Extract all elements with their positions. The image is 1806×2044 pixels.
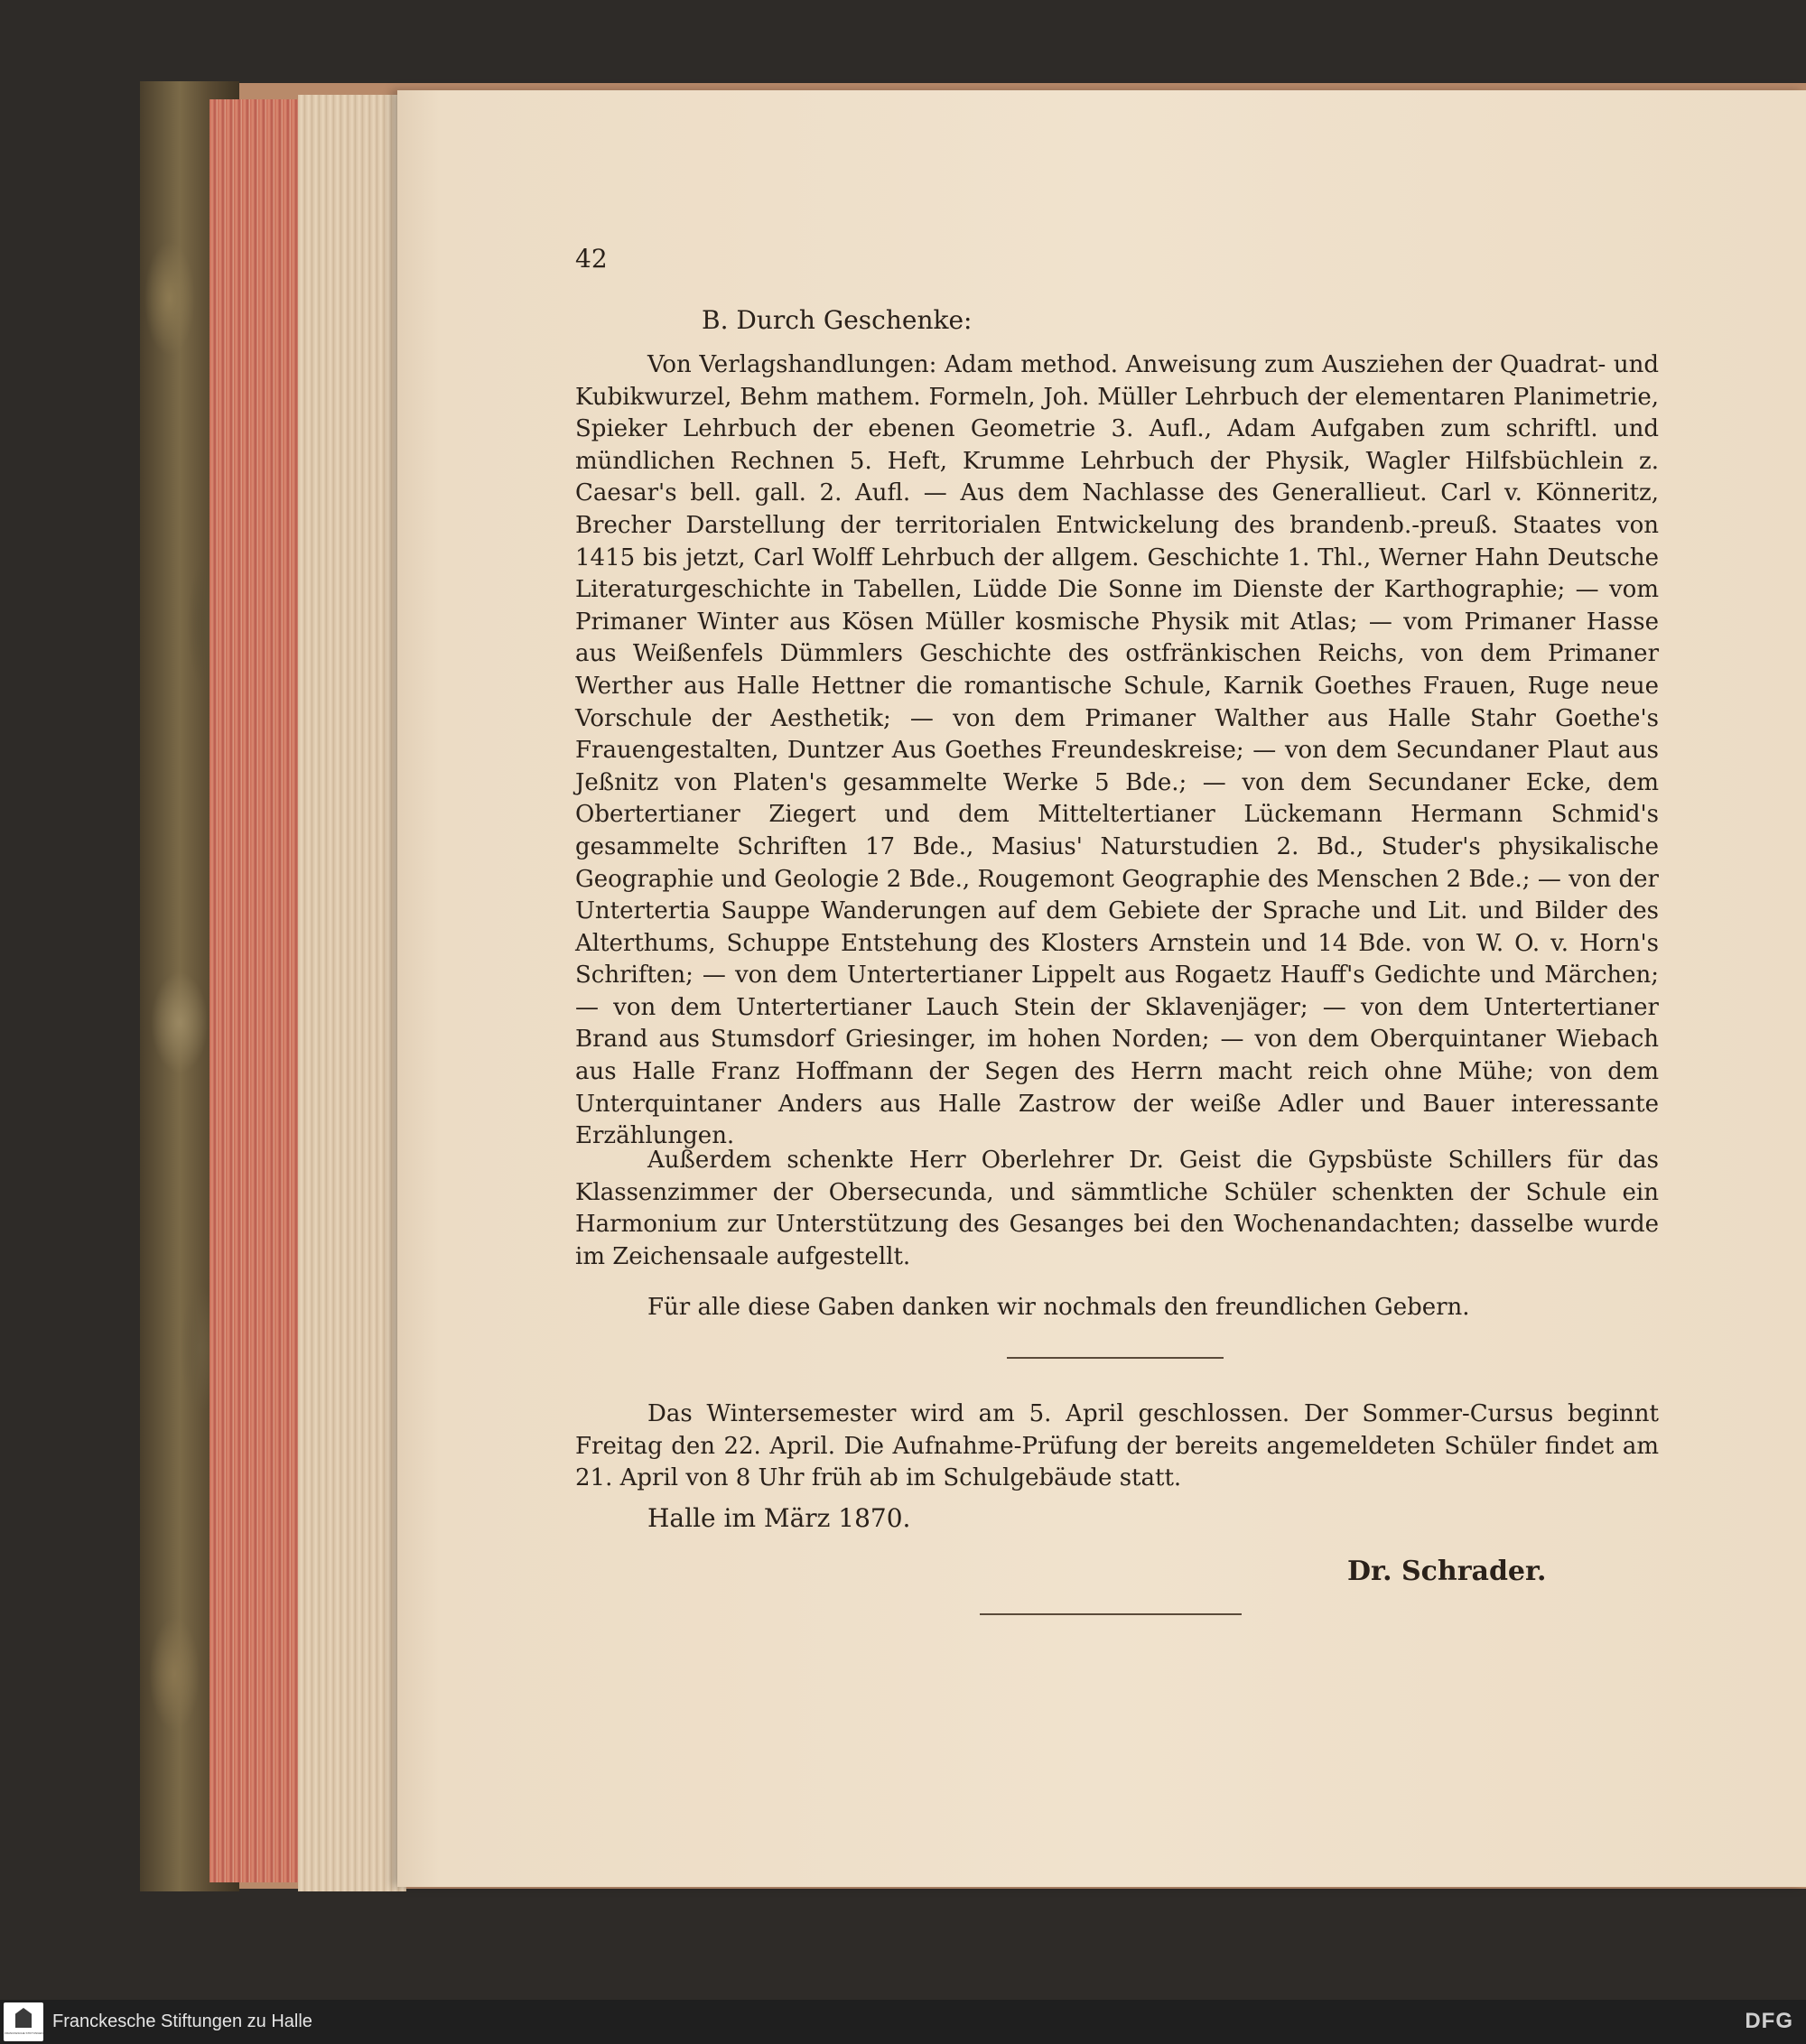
footer-bar [0,2000,1806,2044]
institution-name[interactable]: Franckesche Stiftungen zu Halle [52,2011,312,2031]
page-block-inner-edges [298,95,406,1891]
page-number: 42 [575,244,608,274]
gifts-paragraph [575,349,1659,1162]
paragraph-thanks: Für alle diese Gaben danken wir nochmals den freundlichen Gebern. [647,1294,1470,1321]
extra-gifts-paragraph [575,1145,1659,1282]
closing-rule [980,1613,1242,1615]
paragraph-books: Von Verlagshandlungen: Adam method. Anweisung zum Ausziehen der Quadrat- und Kubikwurzel, Behm mathem. Formeln, Joh. Müller Lehrbuch der elementaren Planimetrie, Spieker Lehrbuch der ebenen Geometrie 3. Aufl., Adam Aufgaben zum schriftl. und mündlichen Rechnen 5. Heft, Krumme Lehrbuch der Physik, Wagler Hilfsbüchlein z. Caesar's bell. gall. 2. Aufl. — Aus dem Nachlasse des Generallieut. Carl v. Könneritz, Brecher Darstellung der territorialen Entwickelung des brandenb.-preuß. Staates von 1415 bis jetzt, Carl Wolff Lehrbuch der allgem. Geschichte 1. Thl., Werner Hahn Deutsche Literaturgeschichte in Tabellen, Lüdde Die Sonne im Dienste der Karthographie; — vom Primaner Winter aus Kösen Müller kosmische Physik mit Atlas; — vom Primaner Hasse aus Weißenfels Dümmlers Geschichte des ostfränkischen Reichs, von dem Primaner Werther aus Halle Hettner die romantische Schule, Karnik Goethes Frauen, Ruge neue Vorschule der Aesthetik; — von dem Primaner Walther aus Halle Stahr Goethe's Frauengestalten, Duntzer Aus Goethes Freundeskreise; — von dem Secundaner Plaut aus Jeßnitz von Platen's gesammelte Werke 5 Bde.; — von dem Secundaner Ecke, dem Obertertianer Ziegert und dem Mitteltertianer Lückemann Hermann Schmid's gesammelte Schriften 17 Bde., Masius' Naturstudien 2. Bd., Studer's physikalische Geographie und Geologie 2 Bde., Rougemont Geographie des Menschen 2 Bde.; — von der Untertertia Sauppe Wanderungen auf dem Gebiete der Sprache und Lit. und Bilder des Alterthums, Schuppe Entstehung des Klosters Arnstein und 14 Bde. von W. O. v. Horn's Schriften; — von dem Untertertianer Lippelt aus Rogaetz Hauff's Gedichte und Märchen; — von dem Untertertianer Lauch Stein der Sklavenjäger; — von dem Untertertianer Brand aus Stumsdorf Griesinger, im hohen Norden; — von dem Oberquintaner Wiebach aus Halle Franz Hoffmann der Segen des Herrn macht reich ohne Mühe; von dem Unterquintaner Anders aus Halle Zastrow der weiße Adler und Bauer interessante Erzählungen. [575,351,1659,1150]
institution-logo-icon[interactable] [4,2002,43,2041]
semester-paragraph [575,1398,1659,1504]
dfg-logo[interactable]: DFG [1745,2009,1793,2033]
separator-rule [1007,1357,1224,1359]
thanks-paragraph [647,1292,1659,1324]
paragraph-extra: Außerdem schenkte Herr Oberlehrer Dr. Geist die Gypsbüste Schillers für das Klassenzimmer der Obersecunda, und sämmtliche Schüler schenkten der Schule ein Harmonium zur Unterstützung des Gesanges bei den Wochenandachten; dasselbe wurde im Zeichensaale aufgestellt. [575,1147,1659,1270]
signature: Dr. Schrader. [1347,1556,1547,1587]
logo-text: FRANCKESCHE STIFTUNGEN [5,2031,43,2035]
section-heading: B. Durch Geschenke: [702,305,973,335]
paragraph-semester: Das Wintersemester wird am 5. April geschlossen. Der Sommer-Cursus beginnt Freitag den 22. April. Die Aufnahme-Prüfung der bereits angemeldeten Schüler findet am 21. April von 8 Uhr früh ab im Schulgebäude statt. [575,1400,1659,1492]
place-date: Halle im März 1870. [647,1503,911,1533]
